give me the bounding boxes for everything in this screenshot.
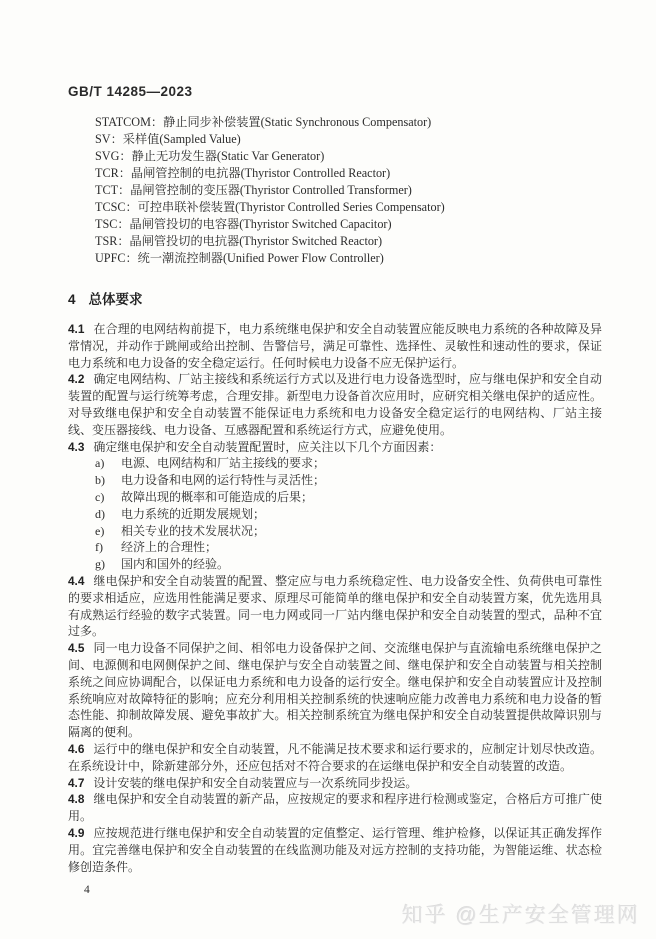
clause-text: 在合理的电网结构前提下，电力系统继电保护和安全自动装置应能反映电力系统的各种故障及异常情况，并动作于跳闸或给出控制、告警信号，满足可靠性、选择性、灵敏性和速动性的要求，保证电力系统和电力设备的安全稳定运行。任何时候电力设备不应无保护运行。 (68, 322, 602, 370)
clause-item-text: 电力设备和电网的运行特性与灵活性； (121, 473, 326, 488)
abbreviation-item: TCR：晶闸管控制的电抗器(Thyristor Controlled Reactor) (95, 166, 391, 180)
clause-item-text: 电力系统的近期发展规划； (121, 506, 266, 521)
clause-item-text: 电源、电网结构和厂站主接线的要求； (121, 456, 326, 471)
clause-item-label: c) (95, 489, 105, 504)
section-heading (68, 288, 602, 308)
clause-item-label: a) (95, 456, 105, 471)
abbreviation-item: TSC：晶闸管投切的电容器(Thyristor Switched Capacitor) (95, 217, 392, 231)
clause-item (68, 556, 602, 573)
abbreviation-item: SV：采样值(Sampled Value) (95, 132, 241, 146)
clause-paragraph (68, 640, 602, 741)
abbreviation-item: TCT：晶闸管控制的变压器(Thyristor Controlled Transformer) (95, 183, 412, 197)
clause-number: 4.2 (68, 372, 85, 387)
clause-item-text: 故障出现的概率和可能造成的后果； (121, 489, 314, 504)
clause-text: 确定继电保护和安全自动装置配置时，应关注以下几个方面因素： (93, 439, 442, 454)
clause-number: 4.3 (68, 439, 85, 454)
clause-paragraph (68, 775, 602, 792)
clauses (68, 321, 602, 875)
clause-item (68, 506, 602, 523)
clause-number: 4.8 (68, 792, 85, 807)
abbreviation-item: STATCOM：静止同步补偿装置(Static Synchronous Compensator) (95, 115, 432, 129)
abbreviation-item: UPFC：统一潮流控制器(Unified Power Flow Controller) (95, 251, 384, 265)
doc-number: GB/T 14285—2023 (68, 84, 193, 99)
clause-text: 确定电网结构、厂站主接线和系统运行方式以及进行电力设备选型时，应与继电保护和安全自动装置的配置与运行统筹考虑，合理安排。新型电力设备首次应用时，应研究相关继电保护的适应性。对导致继电保护和安全自动装置不能保证电力系统和电力设备安全稳定运行的电网结构、厂站主接线、变压器接线、电力设备、互感器配置和系统运行方式，应避免使用。 (68, 372, 602, 437)
clause-number: 4.6 (68, 741, 85, 756)
clause-paragraph (68, 791, 602, 825)
clause-items-list (68, 455, 602, 573)
clause-text: 设计安装的继电保护和安全自动装置应与一次系统同步投运。 (93, 775, 418, 790)
clause-item (68, 539, 602, 556)
section-title: 总体要求 (88, 292, 143, 307)
clause-item-text: 经济上的合理性； (121, 540, 218, 555)
clause-text: 运行中的继电保护和安全自动装置，凡不能满足技术要求和运行要求的，应制定计划尽快改造。在系统设计中，除新建部分外，还应包括对不符合要求的在运继电保护和安全自动装置的改造。 (68, 741, 602, 773)
clause-item-text: 相关专业的技术发展状况； (121, 523, 266, 538)
clause-number: 4.1 (68, 322, 85, 336)
section-number: 4 (68, 292, 76, 307)
clause-item-label: d) (95, 506, 105, 521)
abbreviation-list (95, 114, 602, 267)
clause-item (68, 489, 602, 506)
clause-item-label: e) (95, 523, 105, 538)
abbreviation-item: TCSC：可控串联补偿装置(Thyristor Controlled Series Compensator) (95, 200, 445, 214)
clause-number: 4.5 (68, 641, 85, 656)
clause-paragraph (68, 573, 602, 640)
page-number: 4 (84, 884, 90, 897)
clause-item-label: b) (95, 473, 105, 488)
abbreviation-item: TSR：晶闸管投切的电抗器(Thyristor Switched Reactor) (95, 234, 383, 248)
clause-paragraph (68, 825, 602, 875)
clause-paragraph (68, 321, 602, 371)
clause-item-text: 国内和国外的经验。 (121, 557, 230, 572)
clause-text: 继电保护和安全自动装置的配置、整定应与电力系统稳定性、电力设备安全性、负荷供电可靠性的要求相适应，应选用性能满足要求、原理尽可能简单的继电保护和安全自动装置方案，优先选用具有成熟运行经验的数字式装置。同一电力网或同一厂站内继电保护和安全自动装置的型式，品种不宜过多。 (68, 573, 602, 639)
clause-item-label: g) (95, 557, 105, 572)
clause-number: 4.4 (68, 573, 85, 588)
watermark: 知乎 @生产安全管理网 (401, 904, 640, 927)
clause-number: 4.7 (68, 775, 85, 790)
clause-text: 应按规范进行继电保护和安全自动装置的定值整定、运行管理、维护检修，以保证其正确发挥作用。宜完善继电保护和安全自动装置的在线监测功能及对远方控制的支持功能，为智能运维、状态检修创造条件。 (68, 825, 602, 874)
clause-paragraph (68, 741, 602, 775)
clause-item (68, 523, 602, 540)
clause-number: 4.9 (68, 825, 85, 840)
clause-text: 继电保护和安全自动装置的新产品，应按规定的要求和程序进行检测或鉴定，合格后方可推广使用。 (68, 792, 602, 824)
clause-item (68, 472, 602, 489)
clause-text: 同一电力设备不同保护之间、相邻电力设备保护之间、交流继电保护与直流输电系统继电保护之间、电源侧和电网侧保护之间、继电保护与安全自动装置之间、继电保护和安全自动装置与相关控制系统之间应协调配合，以保证电力系统和电力设备的运行安全。继电保护和安全自动装置应计及控制系统响应对故障特征的影响；应充分利用相关控制系统的快速响应能力改善电力系统和电力设备的暂态性能、抑制故障发展、避免事故扩大。相关控制系统宜为继电保护和安全自动装置提供故障识别与隔离的便利。 (68, 641, 602, 740)
clause-paragraph (68, 371, 602, 438)
abbreviation-item: SVG：静止无功发生器(Static Var Generator) (95, 149, 325, 163)
clause-item (68, 455, 602, 472)
clause-item-label: f) (95, 540, 103, 555)
clause-paragraph (68, 439, 602, 456)
